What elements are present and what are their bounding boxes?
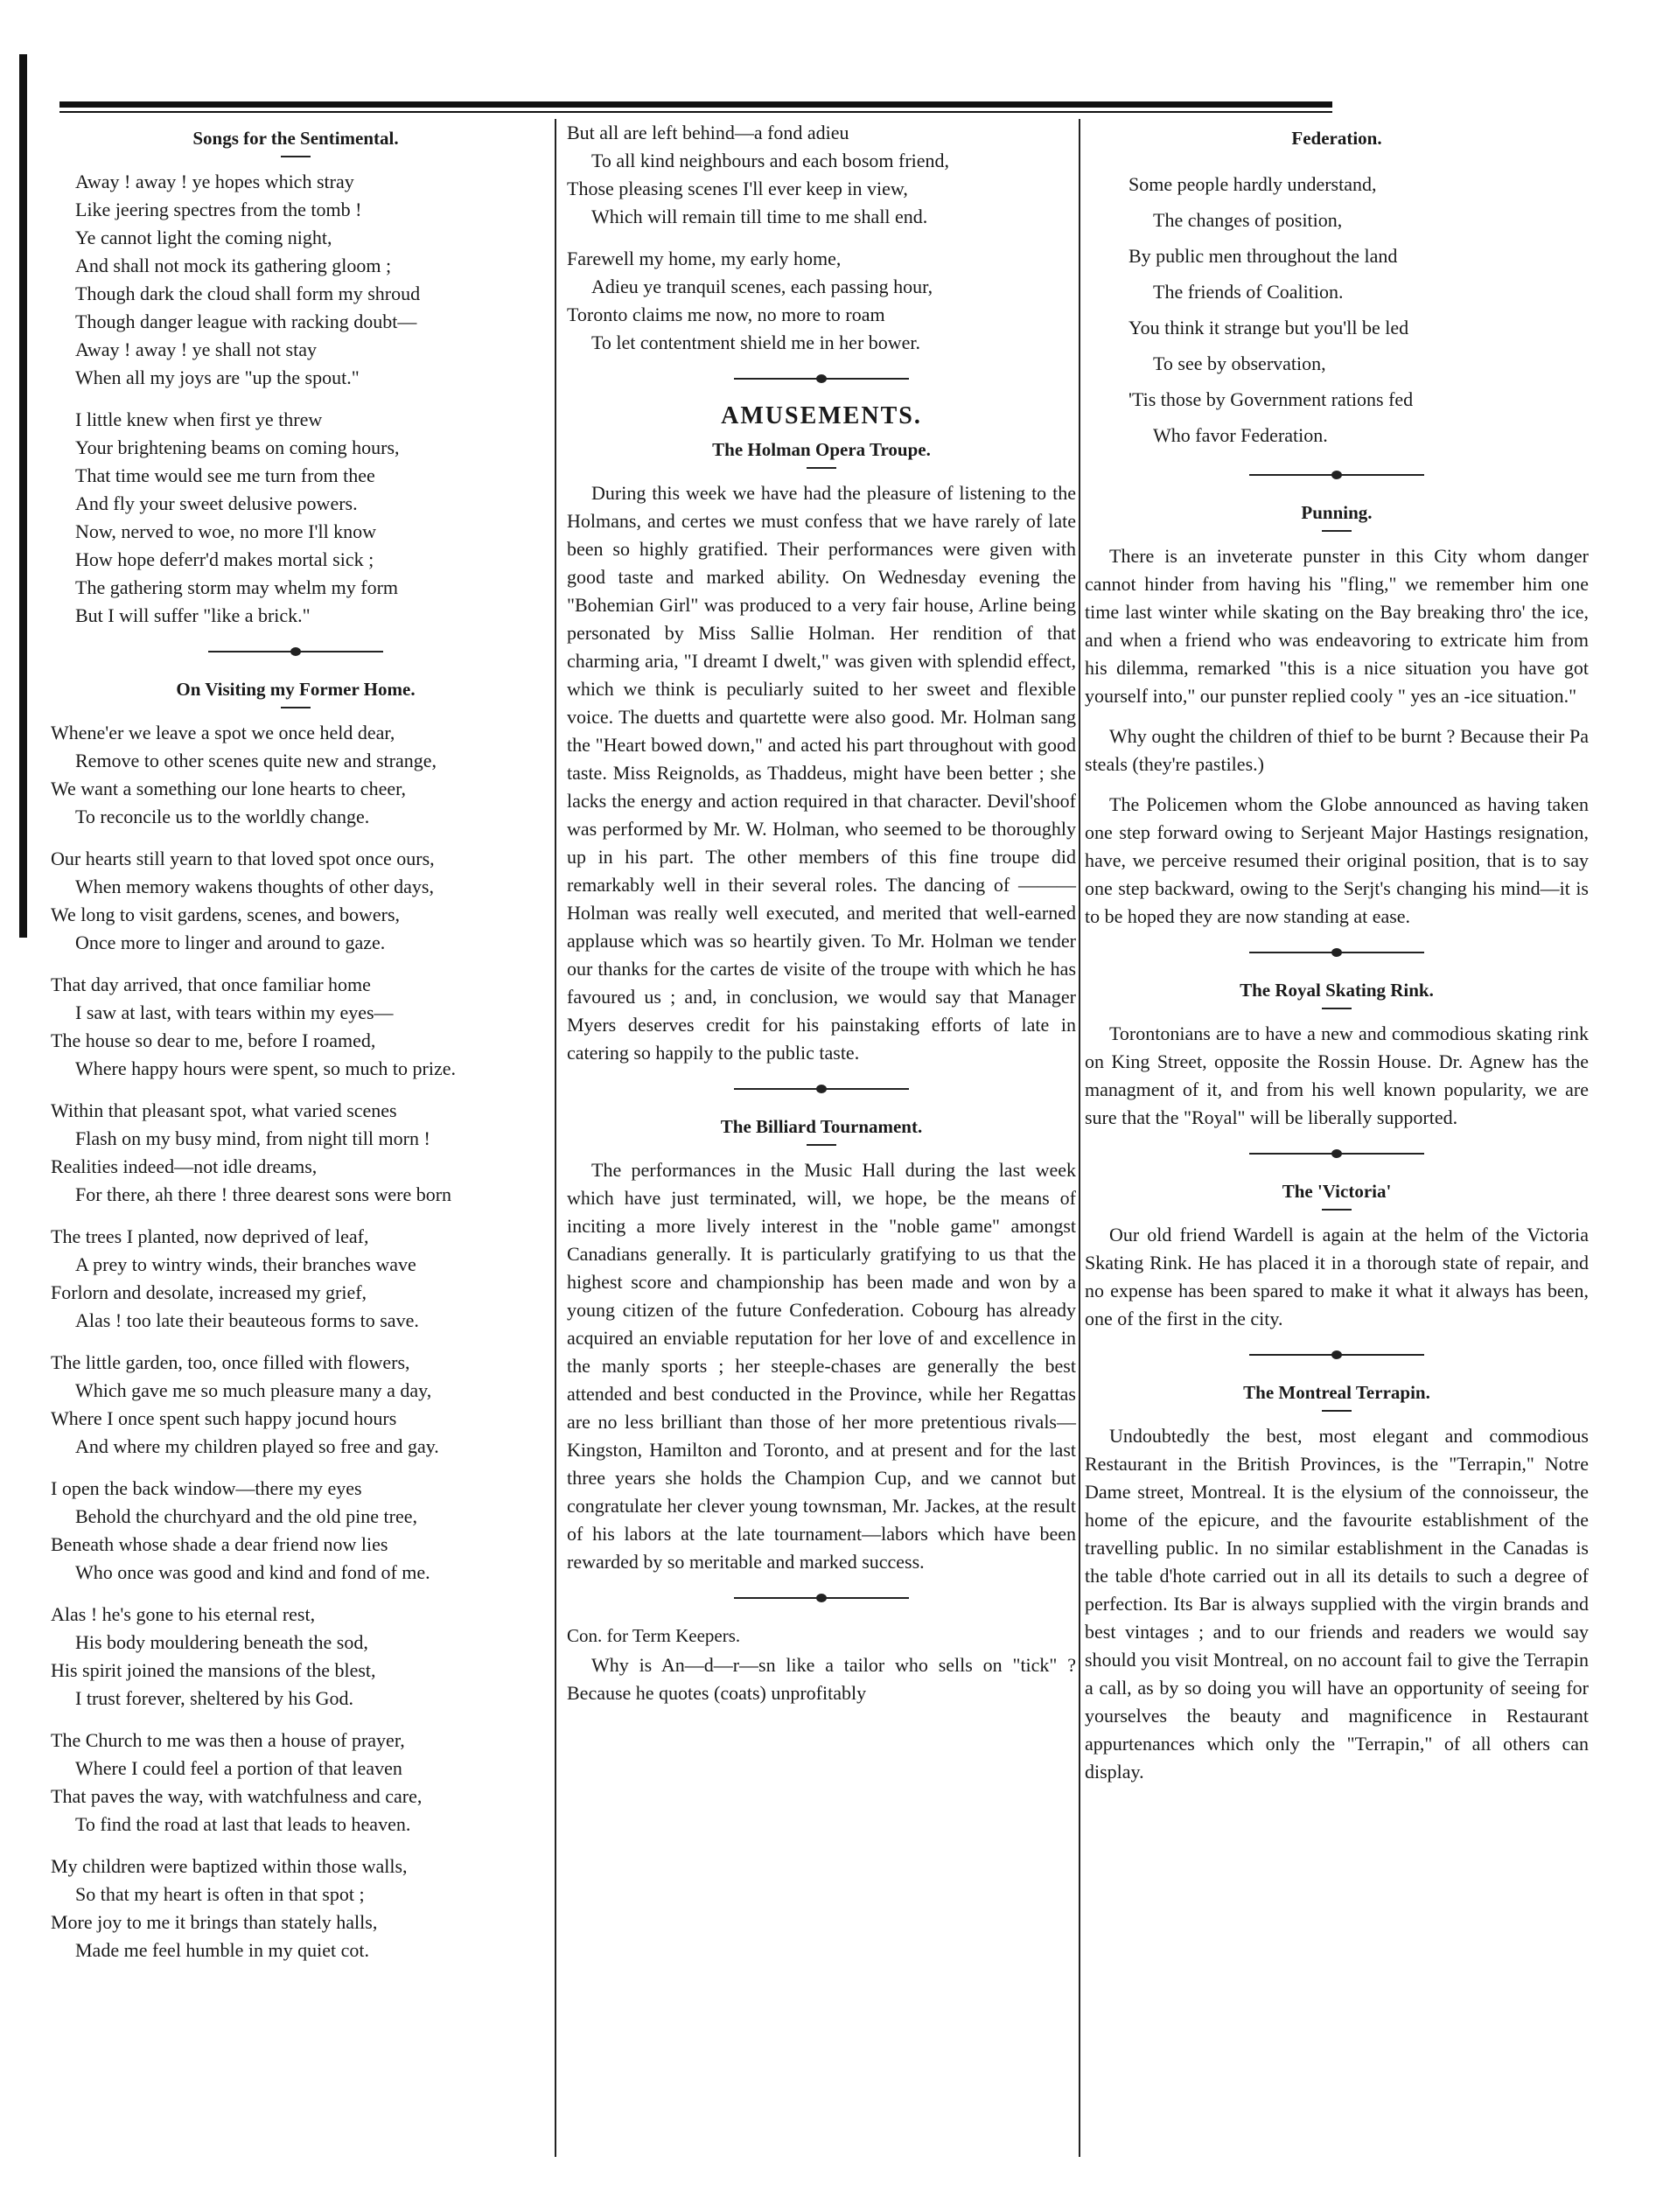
- poem-line: Flash on my busy mind, from night till morn !: [75, 1127, 430, 1149]
- poem-line: My children were baptized within those walls,: [51, 1855, 408, 1877]
- poem-line: 'Tis those by Government rations fed: [1128, 388, 1414, 410]
- short-rule: [281, 707, 311, 708]
- poem-line: Now, nerved to woe, no more I'll know: [75, 520, 377, 542]
- poem-line: Like jeering spectres from the tomb !: [75, 199, 362, 220]
- poem-line: Whene'er we leave a spot we once held dear,: [51, 722, 395, 743]
- column-divider: [1079, 119, 1080, 2157]
- poem-line: The changes of position,: [1153, 209, 1343, 231]
- poem-line: More joy to me it brings than stately halls,: [51, 1911, 378, 1933]
- poem-line: That paves the way, with watchfulness and care,: [51, 1785, 423, 1807]
- poem-line: The trees I planted, now deprived of leaf,: [51, 1225, 369, 1247]
- poem-line: Which gave me so much pleasure many a day,: [75, 1379, 432, 1401]
- victoria-heading: The 'Victoria': [1282, 1181, 1392, 1202]
- songs-poem-stanza-1: [51, 168, 541, 392]
- poem-line: Once more to linger and around to gaze.: [75, 932, 386, 953]
- poem-line: Alas ! too late their beauteous forms to save.: [75, 1309, 419, 1331]
- poem-line: I open the back window—there my eyes: [51, 1477, 362, 1499]
- poem-line: Our hearts still yearn to that loved spot once ours,: [51, 848, 435, 869]
- poem-line: Some people hardly understand,: [1128, 173, 1377, 195]
- poem-line: A prey to wintry winds, their branches wave: [75, 1253, 416, 1275]
- poem-line: I saw at last, with tears within my eyes—: [75, 1001, 394, 1023]
- poem-line: To reconcile us to the worldly change.: [75, 806, 370, 827]
- holman-article: During this week we have had the pleasure of listening to the Holmans, and certes we must confess that we have rarely of late been so highly gratified. Their performances were given with good taste and marked ability. On Wednesday evening the "Bohemian Girl" was produced to a very fair house, Arline being personated by Miss Sallie Holman. Her rendition of that charming aria, "I dreamt I dwelt," was given with splendid effect, which we think is peculiarly suited to her sweet and flexible voice. The duetts and quartette were also good. Mr. Holman sang the "Heart bowed down," and acted his part throughout with good taste. Miss Reignolds, as Thaddeus, might have been better ; she lacks the energy and action required in that character. Devil'shoof was performed by Mr. W. Holman, who seemed to be thoroughly up in his part. The other members of this fine troupe did remarkably well in their several roles. The dancing of ——— Holman was really well executed, and merited that well-earned applause which was so heartily given. To Mr. Holman we tender our thanks for the cartes de visite of the troupe with which he has favoured us ; and, in conclusion, we would say that Manager Myers deserves credit for his painstaking efforts of late in catering so happily to the public taste.: [567, 482, 1076, 1064]
- poem-line: Who once was good and kind and fond of me.: [75, 1561, 430, 1583]
- poem-line: His body mouldering beneath the sod,: [75, 1631, 368, 1653]
- poem-line: Adieu ye tranquil scenes, each passing hour,: [591, 276, 933, 297]
- poem-line: Farewell my home, my early home,: [567, 248, 842, 269]
- column-divider: [555, 119, 556, 2157]
- amusements-heading: AMUSEMENTS.: [721, 402, 922, 429]
- poem-line: His spirit joined the mansions of the blest,: [51, 1659, 376, 1681]
- poem-line: How hope deferr'd makes mortal sick ;: [75, 548, 374, 570]
- poem-line: Away ! away ! ye hopes which stray: [75, 171, 354, 192]
- poem-line: Though dark the cloud shall form my shroud: [75, 283, 421, 304]
- billiard-article: The performances in the Music Hall during the last week which have just terminated, will, we hope, be the means of inciting a more lively interest in the "noble game" amongst Canadians generally. It is particularly gratifying to us that the highest score and championship has been made and won by a young citizen of the future Confederation. Cobourg has already acquired an enviable reputation for her love of and excellence in the manly sports ; her steeple-chases are generally the best attended and best conducted in the Province, while her Regattas are no less brilliant than those of her more pretentious rivals—Kingston, Hamilton and Toronto, and at present and for the last three years she holds the Champion Cup, and we cannot but congratulate her clever young townsman, Mr. Jackes, at the result of his labors at the late tournament—labors which have been rewarded by so meritable and marked success.: [567, 1159, 1076, 1573]
- poem-line: So that my heart is often in that spot ;: [75, 1883, 365, 1905]
- column-2: [567, 119, 1076, 1720]
- short-rule: [1322, 1008, 1352, 1009]
- poem-line: Though danger league with racking doubt—: [75, 311, 417, 332]
- poem-line: Who favor Federation.: [1153, 424, 1328, 446]
- ornament-divider: [734, 1597, 909, 1599]
- visiting-stanza: [51, 1853, 541, 1964]
- ornament-divider: [734, 1088, 909, 1090]
- top-rule: [59, 101, 1332, 108]
- poem-line: Where happy hours were spent, so much to prize.: [75, 1057, 456, 1079]
- ornament-divider: [1249, 952, 1424, 953]
- poem-line: Realities indeed—not idle dreams,: [51, 1155, 318, 1177]
- songs-poem-stanza-2: [51, 406, 541, 630]
- poem-line: Toronto claims me now, no more to roam: [567, 304, 885, 325]
- poem-line: Within that pleasant spot, what varied scenes: [51, 1099, 397, 1121]
- poem-line: That day arrived, that once familiar home: [51, 973, 371, 995]
- poem-line: When memory wakens thoughts of other days,: [75, 876, 434, 897]
- punning-heading: Punning.: [1301, 502, 1373, 523]
- visiting-stanza: [51, 1349, 541, 1461]
- poem-line: Alas ! he's gone to his eternal rest,: [51, 1603, 316, 1625]
- visiting-stanza: [51, 971, 541, 1083]
- poem-line: We long to visit gardens, scenes, and bowers,: [51, 904, 401, 925]
- short-rule: [281, 156, 311, 157]
- visiting-stanza: [51, 1223, 541, 1335]
- poem-line: Those pleasing scenes I'll ever keep in view,: [567, 178, 908, 199]
- poem-line: To find the road at last that leads to heaven.: [75, 1813, 411, 1835]
- songs-heading: Songs for the Sentimental.: [192, 128, 399, 149]
- poem-line: Where I could feel a portion of that leaven: [75, 1757, 402, 1779]
- poem-line: But I will suffer "like a brick.": [75, 604, 311, 626]
- ornament-divider: [734, 378, 909, 380]
- punning-paragraph: There is an inveterate punster in this City whom danger cannot hinder from having his "fling," we remember him one time last winter while skating on the Bay breaking thro' the ice, and when a friend who was endeavoring to extricate him from his dilemma, remarked "this is a nice situation you have got yourself into," our punster replied cooly " yes an -ice situation.": [1085, 545, 1589, 707]
- poem-line: But all are left behind—a fond adieu: [567, 122, 849, 143]
- poem-line: Remove to other scenes quite new and strange,: [75, 750, 437, 771]
- poem-line: By public men throughout the land: [1128, 245, 1398, 267]
- holman-heading: The Holman Opera Troupe.: [712, 439, 931, 460]
- royal-article: Torontonians are to have a new and commodious skating rink on King Street, opposite the Rossin House. Dr. Agnew has the managment of it, and from his well known popularity, we are sure that the "Royal" will be liberally supported.: [1085, 1022, 1589, 1128]
- poem-line: Behold the churchyard and the old pine tree,: [75, 1505, 417, 1527]
- visiting-stanza-continued: [567, 119, 1076, 231]
- federation-poem: [1085, 166, 1589, 453]
- poem-line: Where I once spent such happy jocund hours: [51, 1407, 397, 1429]
- poem-line: For there, ah there ! three dearest sons were born: [75, 1183, 452, 1205]
- poem-line: I little knew when first ye threw: [75, 408, 323, 430]
- visiting-stanza: [51, 719, 541, 831]
- short-rule: [807, 467, 836, 469]
- poem-line: Away ! away ! ye shall not stay: [75, 338, 317, 360]
- short-rule: [1322, 530, 1352, 532]
- poem-line: Which will remain till time to me shall end.: [591, 206, 928, 227]
- poem-line: Your brightening beams on coming hours,: [75, 436, 400, 458]
- visiting-stanza: [51, 1601, 541, 1713]
- ornament-divider: [1249, 474, 1424, 476]
- poem-line: And fly your sweet delusive powers.: [75, 492, 358, 514]
- visiting-stanza: [51, 1475, 541, 1587]
- poem-line: I trust forever, sheltered by his God.: [75, 1687, 354, 1709]
- poem-line: Beneath whose shade a dear friend now lies: [51, 1533, 388, 1555]
- poem-line: The gathering storm may whelm my form: [75, 576, 399, 598]
- terrapin-heading: The Montreal Terrapin.: [1243, 1382, 1430, 1403]
- visiting-heading: On Visiting my Former Home.: [176, 679, 416, 700]
- federation-heading: Federation.: [1291, 128, 1382, 149]
- short-rule: [807, 1144, 836, 1146]
- poem-line: Made me feel humble in my quiet cot.: [75, 1939, 370, 1961]
- poem-line: The Church to me was then a house of prayer,: [51, 1729, 405, 1751]
- short-rule: [1322, 1410, 1352, 1412]
- poem-line: Forlorn and desolate, increased my grief,: [51, 1281, 367, 1303]
- billiard-heading: The Billiard Tournament.: [720, 1116, 923, 1137]
- royal-heading: The Royal Skating Rink.: [1240, 980, 1434, 1001]
- top-rule-thin: [59, 111, 1332, 113]
- poem-line: And where my children played so free and gay.: [75, 1435, 439, 1457]
- column-3: [1085, 119, 1589, 1798]
- margin-bar: [19, 54, 27, 938]
- victoria-article: Our old friend Wardell is again at the helm of the Victoria Skating Rink. He has placed it in a thorough state of repair, and no expense has been spared to make it what it always has been, one of the first in the city.: [1085, 1224, 1589, 1329]
- poem-line: Ye cannot light the coming night,: [75, 227, 332, 248]
- visiting-stanza: [51, 1727, 541, 1839]
- poem-line: To all kind neighbours and each bosom friend,: [591, 150, 950, 171]
- short-rule: [1322, 1209, 1352, 1211]
- ornament-divider: [1249, 1354, 1424, 1356]
- visiting-stanza-continued: [567, 245, 1076, 357]
- poem-line: The little garden, too, once filled with flowers,: [51, 1351, 410, 1373]
- poem-line: When all my joys are "up the spout.": [75, 366, 360, 388]
- poem-line: You think it strange but you'll be led: [1128, 317, 1409, 338]
- column-1: [51, 119, 541, 1978]
- poem-line: The friends of Coalition.: [1153, 281, 1344, 303]
- poem-line: We want a something our lone hearts to cheer,: [51, 778, 407, 799]
- ornament-divider: [1249, 1153, 1424, 1155]
- terrapin-article: Undoubtedly the best, most elegant and commodious Restaurant in the British Provinces, is the "Terrapin," Notre Dame street, Montreal. It is the elysium of the connoisseur, the home of the epicure, and the favourite establishment of the travelling public. In no similar establishment in the Canadas is the table d'hote carried out in all its details to such a degree of perfection. Its Bar is always supplied with the virgin brands and best vintages ; and to our friends and readers we would say should you visit Montreal, on no account fail to give the Terrapin a call, as by so doing you will have an opportunity of seeing for yourselves the beauty and magnificence in Restaurant appurtenances which only the "Terrapin," of all others can display.: [1085, 1425, 1589, 1783]
- visiting-stanza: [51, 845, 541, 957]
- poem-line: To see by observation,: [1153, 352, 1326, 374]
- visiting-stanza: [51, 1097, 541, 1209]
- con-article: Why is An—d—r—sn like a tailor who sells on "tick" ? Because he quotes (coats) unprofitably: [567, 1654, 1076, 1704]
- ornament-divider: [208, 651, 383, 652]
- con-heading: Con. for Term Keepers.: [567, 1625, 741, 1646]
- poem-line: To let contentment shield me in her bower.: [591, 331, 921, 353]
- poem-line: That time would see me turn from thee: [75, 464, 375, 486]
- punning-paragraph: Why ought the children of thief to be burnt ? Because their Pa steals (they're pastiles.): [1085, 725, 1589, 775]
- poem-line: The house so dear to me, before I roamed,: [51, 1029, 376, 1051]
- poem-line: And shall not mock its gathering gloom ;: [75, 255, 392, 276]
- punning-paragraph: The Policemen whom the Globe announced as having taken one step forward owing to Serjeant Major Hastings resignation, have, we perceive resumed their original position, that is to say one step backward, owing to the Serjt's changing his mind—it is to be hoped they are now standing at ease.: [1085, 793, 1589, 927]
